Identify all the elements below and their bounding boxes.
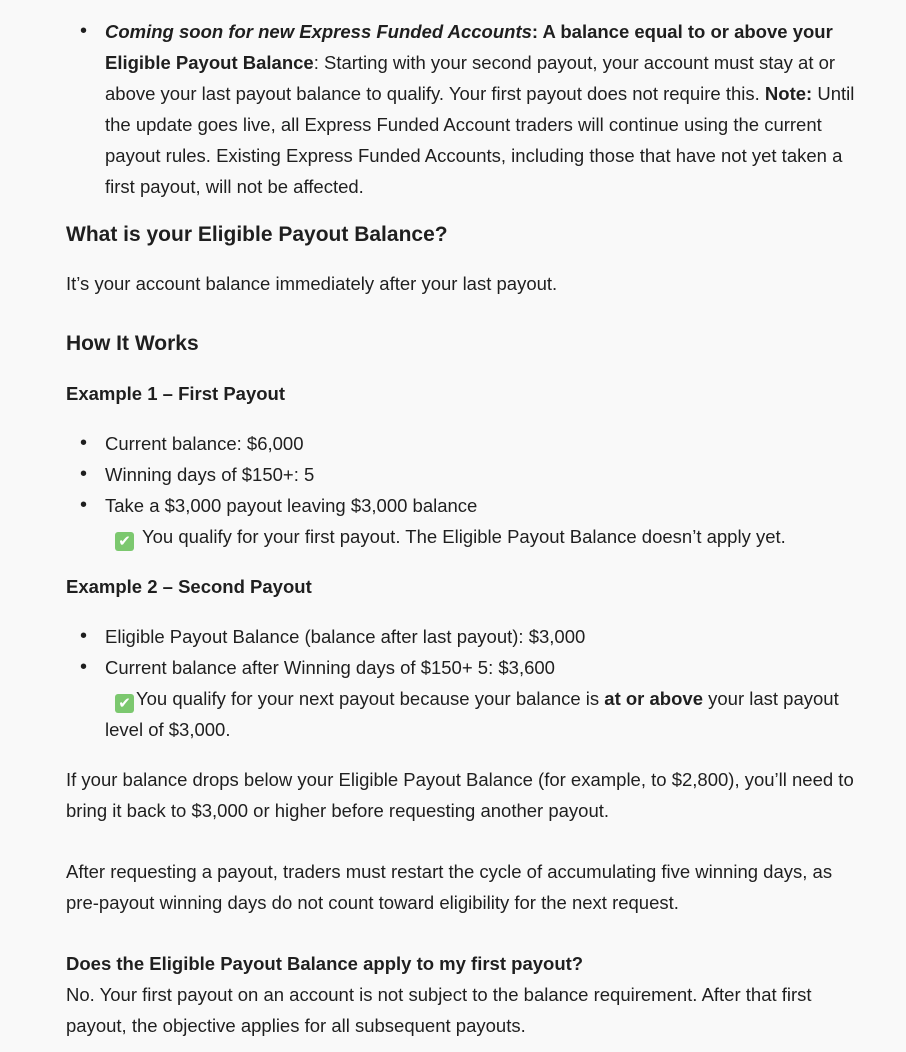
check-mark-button-icon: ✔ [115,694,134,713]
how-heading: How It Works [66,332,199,355]
example2-item-text: Current balance after Winning days of $150+ 5: $3,600 [105,657,555,678]
intro-list-item [66,16,866,202]
faq-question: Does the Eligible Payout Balance apply to my first payout? [66,953,584,974]
example2-list [66,621,866,745]
example1-item [66,490,866,552]
eligible-heading: What is your Eligible Payout Balance? [66,223,448,246]
intro-lead-bold: A balance equal to or above your Eligible Payout Balance [105,21,833,73]
example1-result [105,521,866,552]
example2-heading: Example 2 – Second Payout [66,576,312,597]
example1-list [66,428,866,552]
intro-lead-colon: : [531,21,539,42]
example2-result-bold: at or above [604,688,703,709]
intro-lead-text: : Starting with your second payout, your account must stay at or above your last payout balance to qualify. Your first payout does not require this. [105,52,836,104]
cycle-paragraph: After requesting a payout, traders must restart the cycle of accumulating five winning days, as pre-payout winning days do not count toward eligibility for the next request. [66,861,833,913]
faq-answer: No. Your first payout on an account is not subject to the balance requirement. After that first payout, the objective applies for all subsequent payouts. [66,984,812,1036]
example2-result-post: your last payout level of $3,000. [105,688,839,740]
example1-item-text: Take a $3,000 payout leaving $3,000 balance [105,495,478,516]
intro-list [66,16,866,202]
example1-result-text: You qualify for your first payout. The Eligible Payout Balance doesn’t apply yet. [142,526,786,547]
note-label: Note: [764,83,813,104]
example1-item: • Current balance: $6,000 [66,428,866,459]
drop-paragraph: If your balance drops below your Eligible Payout Balance (for example, to $2,800), you’ll need to bring it back to $3,000 or higher before requesting another payout. [66,769,854,821]
example2-item: • Eligible Payout Balance (balance after last payout): $3,000 [66,621,866,652]
example2-item [66,652,866,745]
example1-item: • Winning days of $150+: 5 [66,459,866,490]
example2-result-pre: You qualify for your next payout because your balance is [136,688,605,709]
intro-lead-italic: Coming soon for new Express Funded Accounts [105,21,532,42]
eligible-body: It’s your account balance immediately after your last payout. [66,273,558,294]
note-text: Until the update goes live, all Express Funded Account traders will continue using the current payout rules. Existing Express Funded Accounts, including those that have not yet taken a first payout, will not be affected. [105,83,855,197]
check-mark-button-icon: ✔ [115,532,134,551]
example1-heading: Example 1 – First Payout [66,383,286,404]
